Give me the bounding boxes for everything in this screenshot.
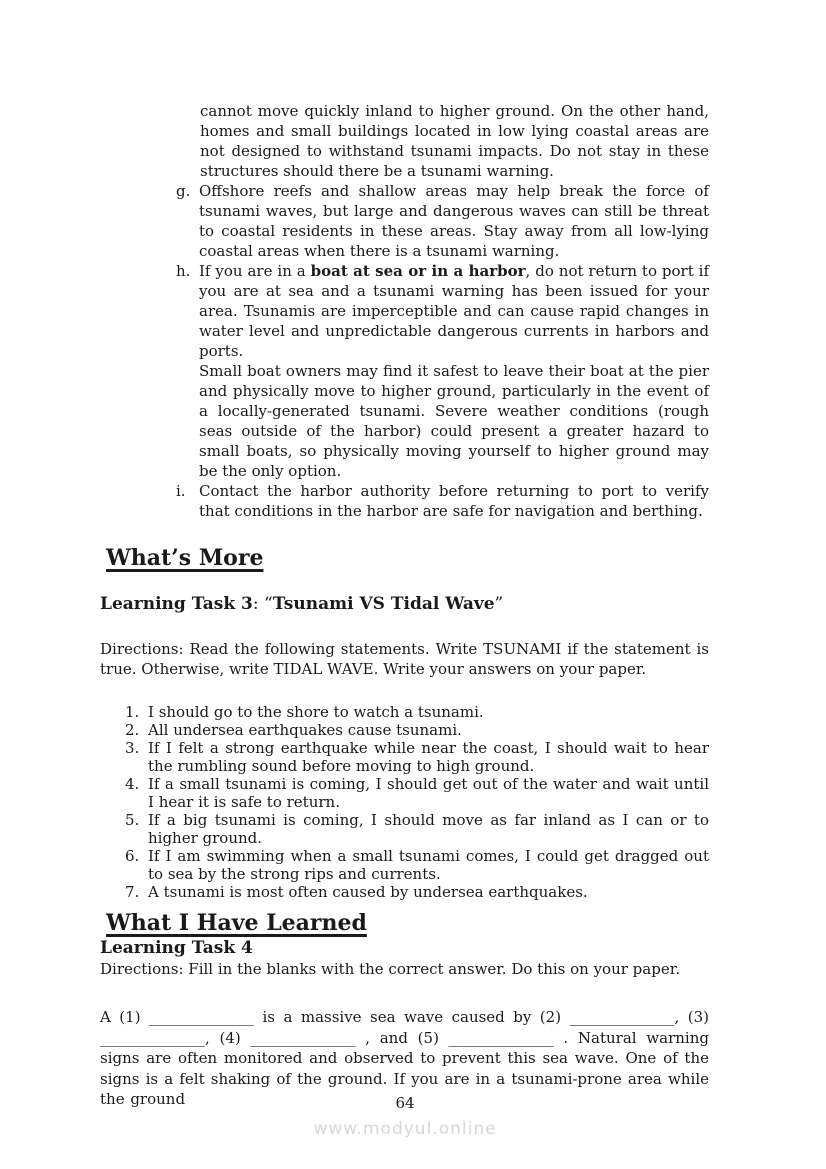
whats-more-heading xyxy=(106,544,709,572)
statement-1-text: I should go to the shore to watch a tsunami. xyxy=(148,703,484,721)
learning-task-4-label: Learning Task 4 xyxy=(100,938,253,958)
list-item-h xyxy=(100,261,709,481)
task-3-directions: Directions: Read the following statements. Write TSUNAMI if the statement is true. Otherwise, write TIDAL WAVE. Write your answers on your paper. xyxy=(100,640,709,678)
statement-4-number: 4. xyxy=(125,775,140,793)
what-i-have-learned-heading-text: What I Have Learned xyxy=(106,910,367,936)
list-item-h-paragraph-2: Small boat owners may find it safest to leave their boat at the pier and physically move to higher ground, particularly in the event of a locally-generated tsunami. Severe weather conditions (rough seas outside of the harbor) could present a greater hazard to small boats, so physically moving yourself to higher ground may be the only option. xyxy=(199,362,709,480)
list-item-g xyxy=(100,181,709,261)
statement-5 xyxy=(100,811,709,847)
watermark: www.modyul.online xyxy=(313,1119,497,1139)
whats-more-heading-text: What’s More xyxy=(106,545,264,571)
list-item-h-letter: h. xyxy=(176,262,191,280)
list-item-h-rest: , do not return to port if you are at sea and a tsunami warning has been issued for your area. Tsunamis are imperceptible and can cause rapid changes in water level and unpredictable dangerous currents in harbors and ports. xyxy=(199,262,709,360)
list-item-h-paragraph-1 xyxy=(199,261,709,361)
statement-3 xyxy=(100,739,709,775)
statement-2 xyxy=(100,721,709,739)
statement-3-text: If I felt a strong earthquake while near the coast, I should wait to hear the rumbling sound before moving to high ground. xyxy=(148,739,709,775)
fill-in-the-blanks-paragraph: A (1) ______________ is a massive sea wave caused by (2) ______________, (3) ______________, (4) ______________ , and (5) ______________ . Natural warning signs are often monitored and observed to prevent this sea wave. One of the signs is a felt shaking of the ground. If you are in a tsunami-prone area while the ground xyxy=(100,1008,709,1108)
list-item-g-text: Offshore reefs and shallow areas may help break the force of tsunami waves, but large and dangerous waves can still be threat to coastal residents in these areas. Stay away from all low-lying coastal areas when there is a tsunami warning. xyxy=(199,182,709,260)
learning-task-3-close-quote: ” xyxy=(494,594,504,614)
precaution-continuation-paragraph: cannot move quickly inland to higher ground. On the other hand, homes and small buildings located in low lying coastal areas are not designed to withstand tsunami impacts. Do not stay in these structures should there be a tsunami warning. xyxy=(200,102,709,180)
page-number: 64 xyxy=(395,1094,415,1112)
statement-4-text: If a small tsunami is coming, I should get out of the water and wait until I hear it is safe to return. xyxy=(148,775,709,811)
statement-2-number: 2. xyxy=(125,721,140,739)
statement-5-text: If a big tsunami is coming, I should move as far inland as I can or to higher ground. xyxy=(148,811,709,847)
list-item-i xyxy=(100,481,709,521)
list-item-g-letter: g. xyxy=(176,182,191,200)
statement-7-number: 7. xyxy=(125,883,140,901)
task-4-directions: Directions: Fill in the blanks with the correct answer. Do this on your paper. xyxy=(100,960,680,978)
list-item-h-bold-phrase: boat at sea or in a harbor xyxy=(310,262,526,280)
list-item-h-text xyxy=(199,261,709,481)
statement-7-text: A tsunami is most often caused by undersea earthquakes. xyxy=(148,883,588,901)
list-item-i-letter: i. xyxy=(176,482,186,500)
statement-1 xyxy=(100,703,709,721)
statement-7 xyxy=(100,883,709,901)
learning-task-3-label: Learning Task 3 xyxy=(100,594,253,614)
task-3-statements-list xyxy=(100,703,709,901)
statement-6-text: If I am swimming when a small tsunami comes, I could get dragged out to sea by the strong rips and currents. xyxy=(148,847,709,883)
statement-5-number: 5. xyxy=(125,811,140,829)
page-content xyxy=(100,101,709,1110)
learning-task-3-name: Tsunami VS Tidal Wave xyxy=(272,594,495,614)
statement-2-text: All undersea earthquakes cause tsunami. xyxy=(148,721,462,739)
statement-1-number: 1. xyxy=(125,703,140,721)
statement-6 xyxy=(100,847,709,883)
list-item-h-lead: If you are in a xyxy=(199,262,311,280)
learning-task-3-title xyxy=(100,593,709,615)
statement-3-number: 3. xyxy=(125,739,140,757)
what-i-have-learned-heading xyxy=(106,909,709,937)
statement-4 xyxy=(100,775,709,811)
statement-6-number: 6. xyxy=(125,847,140,865)
learning-task-3-separator: : “ xyxy=(252,594,273,614)
list-item-i-text: Contact the harbor authority before returning to port to verify that conditions in the harbor are safe for navigation and berthing. xyxy=(199,482,709,520)
